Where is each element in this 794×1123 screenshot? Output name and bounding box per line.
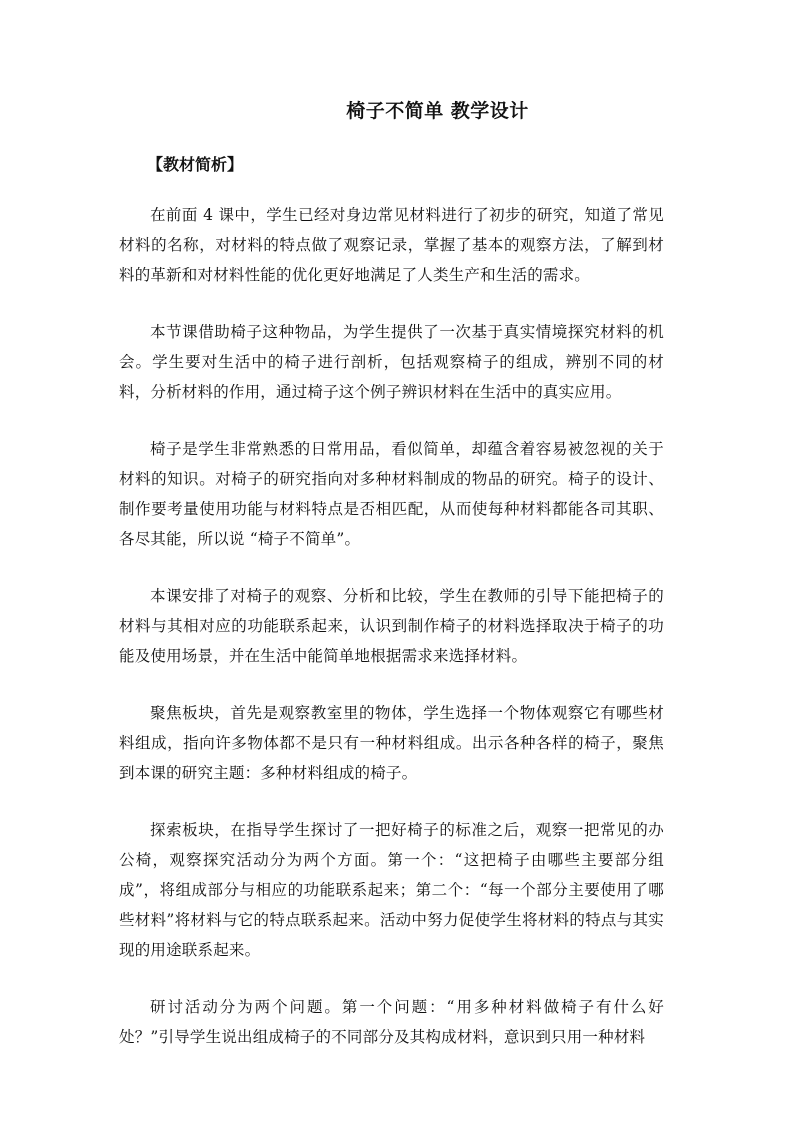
section-heading: 【教材简析】 (147, 155, 244, 174)
paragraph: 本课安排了对椅子的观察、分析和比较，学生在教师的引导下能把椅子的材料与其相对应的功能联系起来，认识到制作椅子的材料选择取决于椅子的功能及使用场景，并在生活中能简单地根据需求来选择材料。 (119, 587, 664, 665)
document-title: 椅子不简单 教学设计 (346, 100, 529, 122)
paragraph: 聚焦板块，首先是观察教室里的物体，学生选择一个物体观察它有哪些材料组成，指向许多物体都不是只有一种材料组成。出示各种各样的椅子，聚焦到本课的研究主题：多种材料组成的椅子。 (119, 704, 664, 782)
paragraph: 本节课借助椅子这种物品，为学生提供了一次基于真实情境探究材料的机会。学生要对生活中的椅子进行剖析，包括观察椅子的组成，辨别不同的材料，分析材料的作用，通过椅子这个例子辨识材料在生活中的真实应用。 (119, 323, 664, 401)
paragraph: 椅子是学生非常熟悉的日常用品，看似简单，却蕴含着容易被忽视的关于材料的知识。对椅子的研究指向对多种材料制成的物品的研究。椅子的设计、制作要考量使用功能与材料特点是否相匹配，从而使每种材料都能各司其职、各尽其能，所以说 “椅子不简单”。 (119, 440, 664, 548)
paragraph: 探索板块，在指导学生探讨了一把好椅子的标准之后，观察一把常见的办公椅，观察探究活动分为两个方面。第一个：“这把椅子由哪些主要部分组成”，将组成部分与相应的功能联系起来；第二个：“每一个部分主要使用了哪些材料”将材料与它的特点联系起来。活动中努力促使学生将材料的特点与其实现的用途联系起来。 (119, 821, 664, 959)
document-body (119, 200, 664, 1079)
paragraph: 在前面 4 课中，学生已经对身边常见材料进行了初步的研究，知道了常见材料的名称，对材料的特点做了观察记录，掌握了基本的观察方法，了解到材料的革新和对材料性能的优化更好地满足了人类生产和生活的需求。 (119, 206, 664, 284)
paragraph: 研讨活动分为两个问题。第一个问题：“用多种材料做椅子有什么好处？”引导学生说出组成椅子的不同部分及其构成材料，意识到只用一种材料 (119, 998, 664, 1046)
